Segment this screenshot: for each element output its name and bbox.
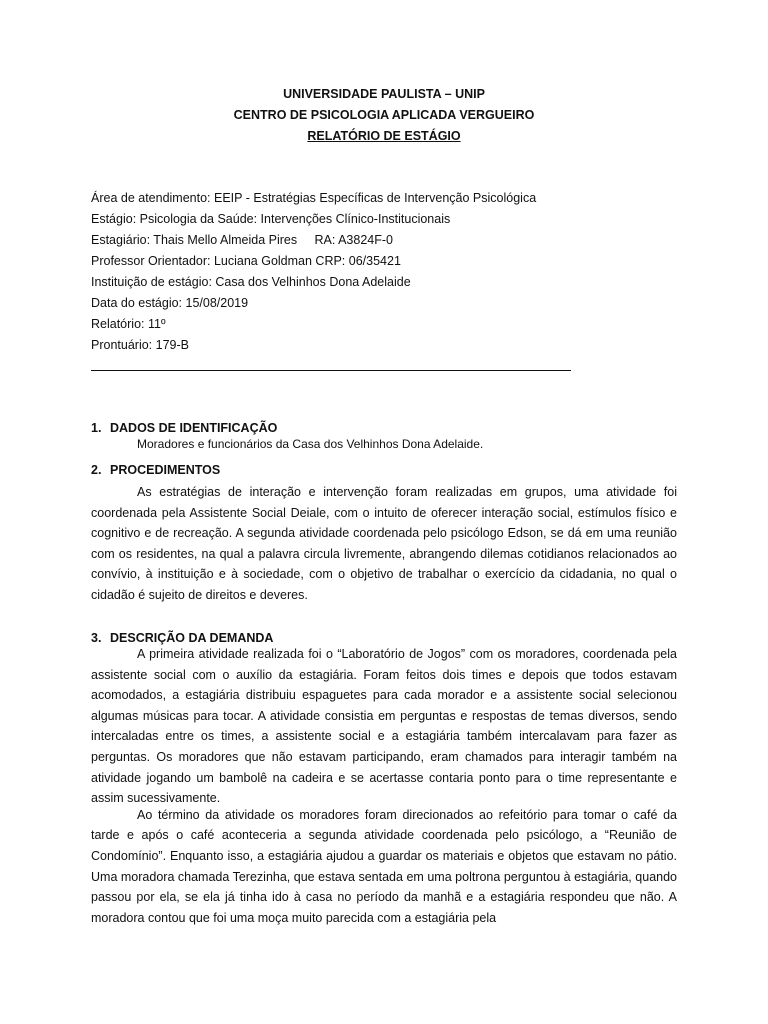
- section-number: 1.: [91, 421, 102, 435]
- info-prontuario: Prontuário: 179-B: [91, 338, 189, 352]
- report-title: RELATÓRIO DE ESTÁGIO: [307, 129, 461, 143]
- center-title: CENTRO DE PSICOLOGIA APLICADA VERGUEIRO: [233, 108, 535, 122]
- info-data: Data do estágio: 15/08/2019: [91, 296, 249, 310]
- section-number: 2.: [91, 463, 102, 477]
- university-title: UNIVERSIDADE PAULISTA – UNIP: [283, 87, 485, 101]
- section-heading: [91, 462, 677, 478]
- section-number: 3.: [91, 631, 102, 645]
- info-area: Área de atendimento: EEIP - Estratégias Específicas de Intervenção Psicológica: [91, 191, 537, 205]
- info-instituicao: Instituição de estágio: Casa dos Velhinhos Dona Adelaide: [91, 275, 411, 289]
- section-paragraph: A primeira atividade realizada foi o “Laboratório de Jogos” com os moradores, coordenada pela assistente social com o auxílio da estagiária. Foram feitos dois times e depois que todos estavam acomodados, a estagiária distribuiu espaguetes para cada morador e a assistente social selecionou algumas músicas para tocar. A atividade consistia em perguntas e respostas de temas diversos, sendo intercaladas entre os times, a assistente social e a estagiária também intercalavam para fazer as perguntas. Os moradores que não estavam participando, eram chamados para interagir também na atividade jogando um bambolê na cadeira e se acertasse contaria ponto para o time representante e assim sucessivamente.: [91, 647, 677, 806]
- section-procedimentos: [91, 462, 677, 606]
- info-estagio: Estágio: Psicologia da Saúde: Intervenções Clínico-Institucionais: [91, 212, 451, 226]
- info-estagiario: Estagiário: Thais Mello Almeida Pires RA: A3824F-0: [91, 233, 393, 247]
- section-title: PROCEDIMENTOS: [110, 463, 221, 477]
- section-paragraph: As estratégias de interação e intervenção foram realizadas em grupos, uma atividade foi coordenada pela Assistente Social Deiale, com o intuito de oferecer interação social, estímulos físico e cognitivo e de recreação. A segunda atividade coordenada pelo psicólogo Edson, se dá em uma reunião com os residentes, na qual a palavra circula livremente, abrangendo dilemas cotidianos relacionados ao convívio, à instituição e à sociedade, com o objetivo de trabalhar o exercício da cidadania, no qual o cidadão é sujeito de direitos e deveres.: [91, 485, 677, 602]
- section-identificacao: [91, 420, 677, 452]
- info-professor: Professor Orientador: Luciana Goldman CRP: 06/35421: [91, 254, 401, 268]
- info-relatorio: Relatório: 11º: [91, 317, 166, 331]
- separator-line: [91, 370, 571, 371]
- section-heading: [91, 420, 677, 436]
- section-text: Moradores e funcionários da Casa dos Velhinhos Dona Adelaide.: [137, 437, 484, 451]
- section-paragraph: Ao término da atividade os moradores foram direcionados ao refeitório para tomar o café da tarde e após o café aconteceria a segunda atividade coordenada pelo psicólogo, a “Reunião de Condomínio”. Enquanto isso, a estagiária ajudou a guardar os materiais e objetos que estavam no pátio. Uma moradora chamada Terezinha, que estava sentada em uma poltrona perguntou à estagiária, quando passou por ela, se ela já tinha ido à casa no período da manhã e a estagiária respondeu que não. A moradora contou que foi uma moça muito parecida com a estagiária pela: [91, 807, 677, 925]
- document-header: [0, 84, 768, 147]
- section-title: DESCRIÇÃO DA DEMANDA: [110, 631, 274, 645]
- section-demanda: [91, 630, 677, 928]
- identification-block: [91, 188, 691, 371]
- section-title: DADOS DE IDENTIFICAÇÃO: [110, 421, 278, 435]
